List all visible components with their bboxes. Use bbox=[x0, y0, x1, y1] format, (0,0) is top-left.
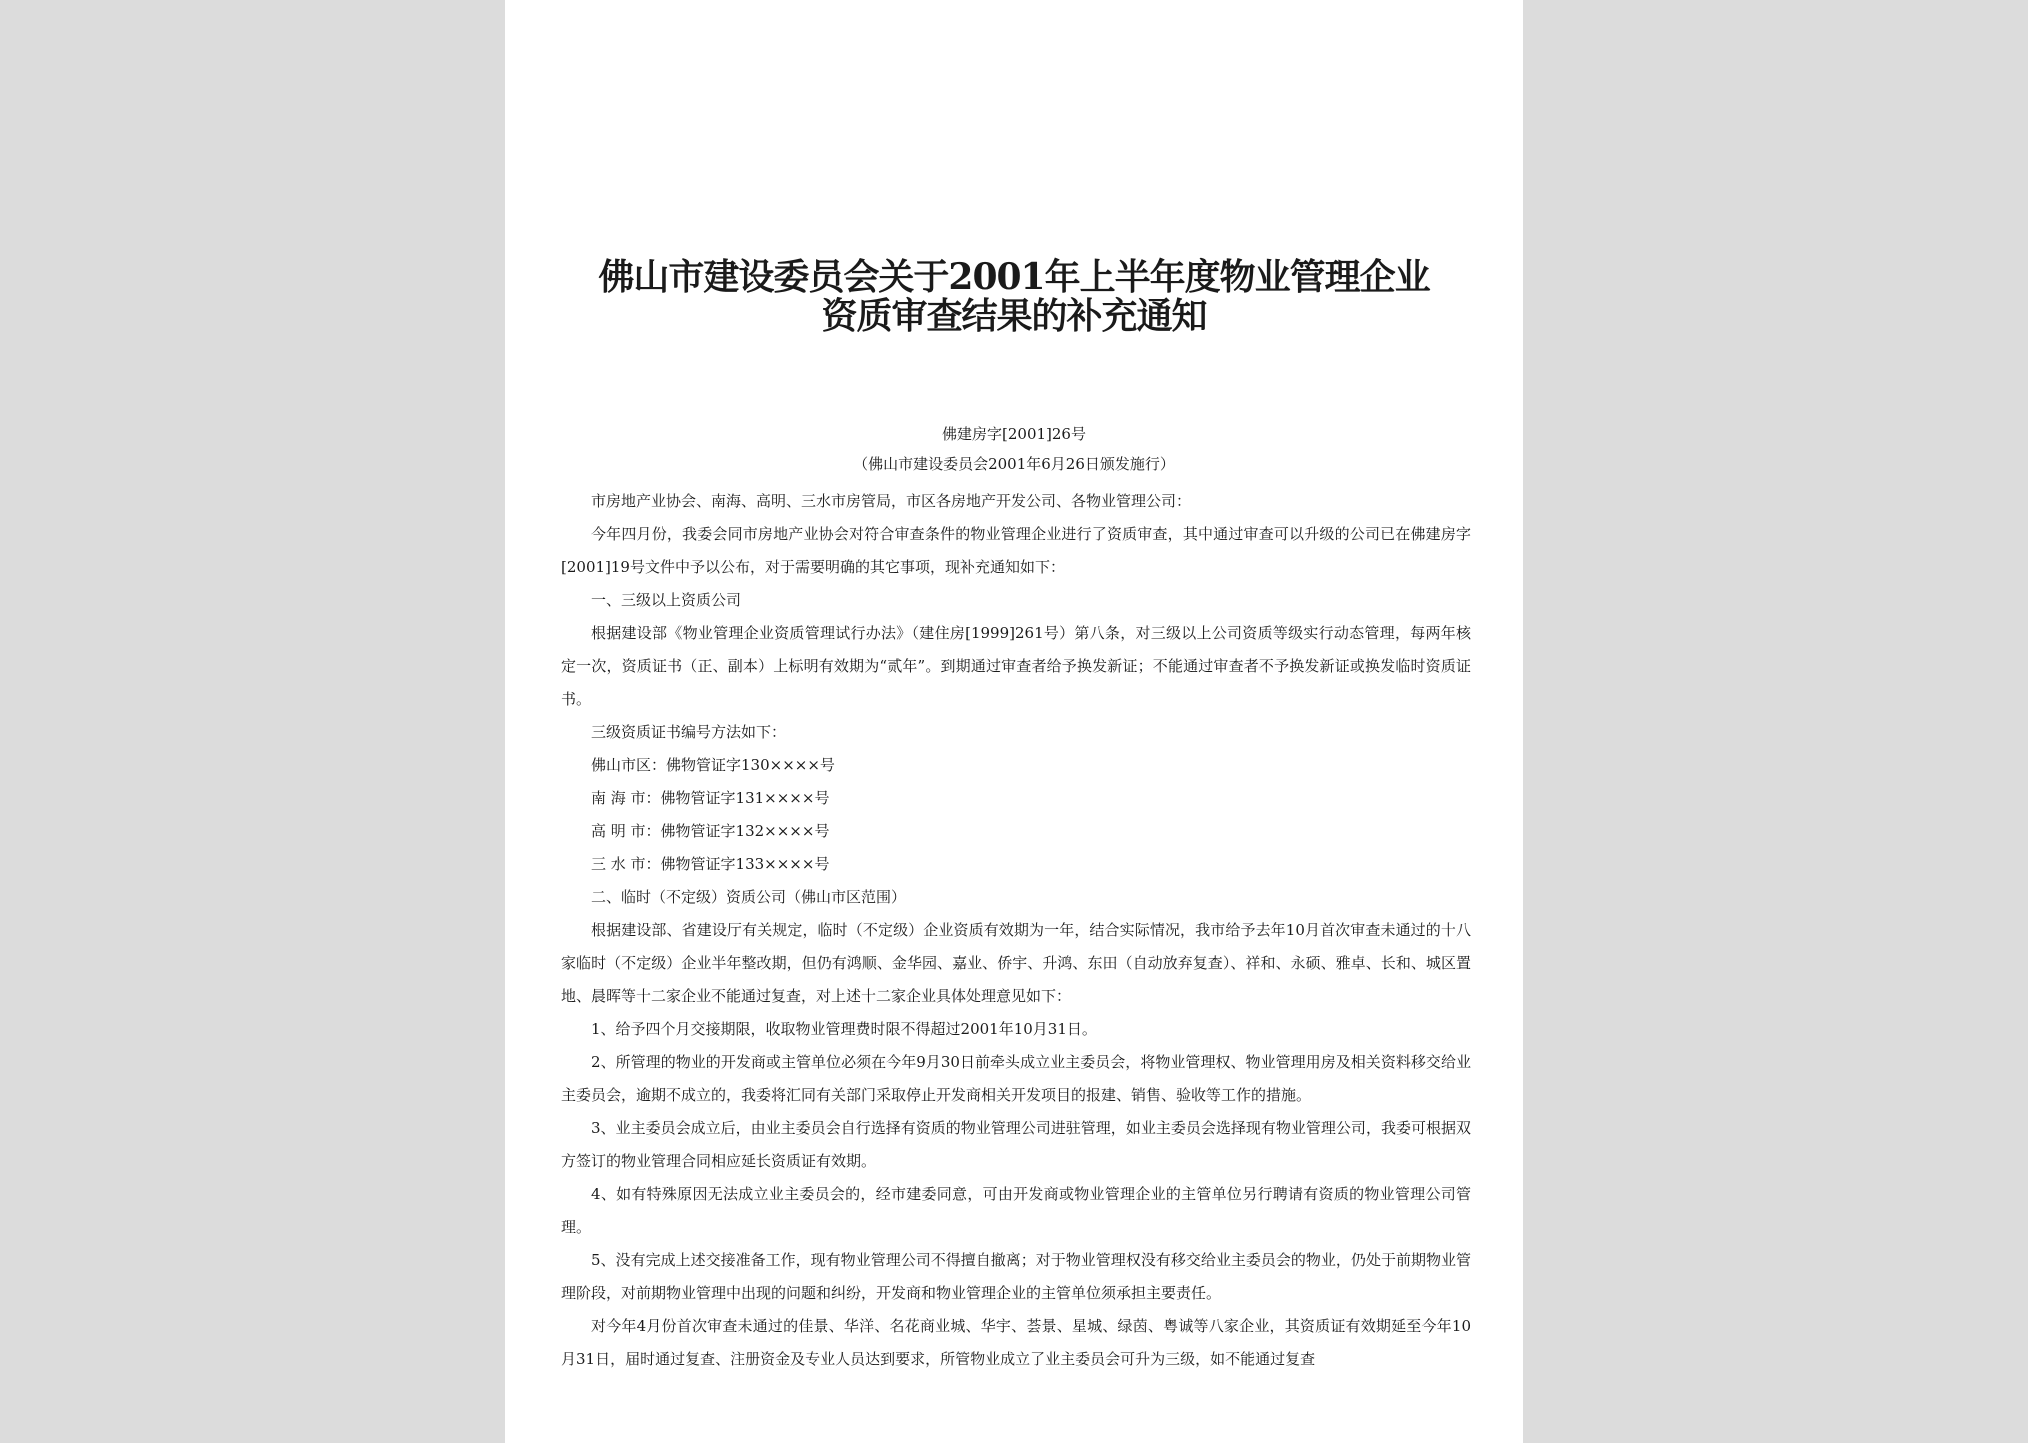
body-paragraph: 根据建设部《物业管理企业资质管理试行办法》（建住房[1999]261号）第八条，对三级以上公司资质等级实行动态管理，每两年核定一次，资质证书（正、副本）上标明有效期为“贰年”。到期通过审查者给予换发新证；不能通过审查者不予换发新证或换发临时资质证书。 bbox=[561, 624, 1471, 708]
numbered-item: 1、给予四个月交接期限，收取物业管理费时限不得超过2001年10月31日。 bbox=[591, 1020, 1097, 1038]
document-page bbox=[505, 0, 1523, 1443]
numbered-item: 5、没有完成上述交接准备工作，现有物业管理公司不得擅自撤离；对于物业管理权没有移交给业主委员会的物业，仍处于前期物业管理阶段，对前期物业管理中出现的问题和纠纷，开发商和物业管理企业的主管单位须承担主要责任。 bbox=[561, 1251, 1471, 1302]
section-heading-2: 二、临时（不定级）资质公司（佛山市区范围） bbox=[591, 888, 907, 906]
certificate-code-item: 高 明 市：佛物管证字132××××号 bbox=[591, 822, 830, 840]
numbered-item: 2、所管理的物业的开发商或主管单位必须在今年9月30日前牵头成立业主委员会，将物业管理权、物业管理用房及相关资料移交给业主委员会，逾期不成立的，我委将汇同有关部门采取停止开发商相关开发项目的报建、销售、验收等工作的措施。 bbox=[561, 1053, 1471, 1104]
document-body bbox=[561, 485, 1471, 1376]
issue-note: （佛山市建设委员会2001年6月26日颁发施行） bbox=[853, 455, 1175, 473]
numbered-item: 4、如有特殊原因无法成立业主委员会的，经市建委同意，可由开发商或物业管理企业的主管单位另行聘请有资质的物业管理公司管理。 bbox=[561, 1185, 1471, 1236]
document-number: 佛建房字[2001]26号 bbox=[942, 425, 1086, 443]
numbered-item: 3、业主委员会成立后，由业主委员会自行选择有资质的物业管理公司进驻管理，如业主委员会选择现有物业管理公司，我委可根据双方签订的物业管理合同相应延长资质证有效期。 bbox=[561, 1119, 1471, 1170]
intro-paragraph: 今年四月份，我委会同市房地产业协会对符合审查条件的物业管理企业进行了资质审查，其中通过审查可以升级的公司已在佛建房字[2001]19号文件中予以公布，对于需要明确的其它事项，现补充通知如下： bbox=[561, 525, 1471, 576]
page-title bbox=[505, 258, 1523, 336]
body-paragraph: 三级资质证书编号方法如下： bbox=[591, 723, 787, 741]
addressee-paragraph: 市房地产业协会、南海、高明、三水市房管局，市区各房地产开发公司、各物业管理公司： bbox=[591, 492, 1192, 510]
title-line-1: 佛山市建设委员会关于2001年上半年度物业管理企业 bbox=[598, 256, 1430, 298]
title-line-2: 资质审查结果的补充通知 bbox=[821, 295, 1207, 337]
body-paragraph: 根据建设部、省建设厅有关规定，临时（不定级）企业资质有效期为一年，结合实际情况，我市给予去年10月首次审查未通过的十八家临时（不定级）企业半年整改期，但仍有鸿顺、金华园、嘉业、侨宇、升鸿、东田（自动放弃复查）、祥和、永硕、雅卓、长和、城区置地、晨晖等十二家企业不能通过复查，对上述十二家企业具体处理意见如下： bbox=[561, 921, 1471, 1005]
certificate-code-item: 南 海 市：佛物管证字131××××号 bbox=[591, 789, 830, 807]
body-paragraph: 对今年4月份首次审查未通过的佳景、华洋、名花商业城、华宇、荟景、星城、绿茵、粤诚等八家企业，其资质证有效期延至今年10月31日，届时通过复查、注册资金及专业人员达到要求，所管物业成立了业主委员会可升为三级，如不能通过复查 bbox=[561, 1317, 1471, 1368]
section-heading-1: 一、三级以上资质公司 bbox=[591, 591, 742, 609]
certificate-code-item: 三 水 市：佛物管证字133××××号 bbox=[591, 855, 830, 873]
certificate-code-item: 佛山市区：佛物管证字130××××号 bbox=[591, 756, 835, 774]
